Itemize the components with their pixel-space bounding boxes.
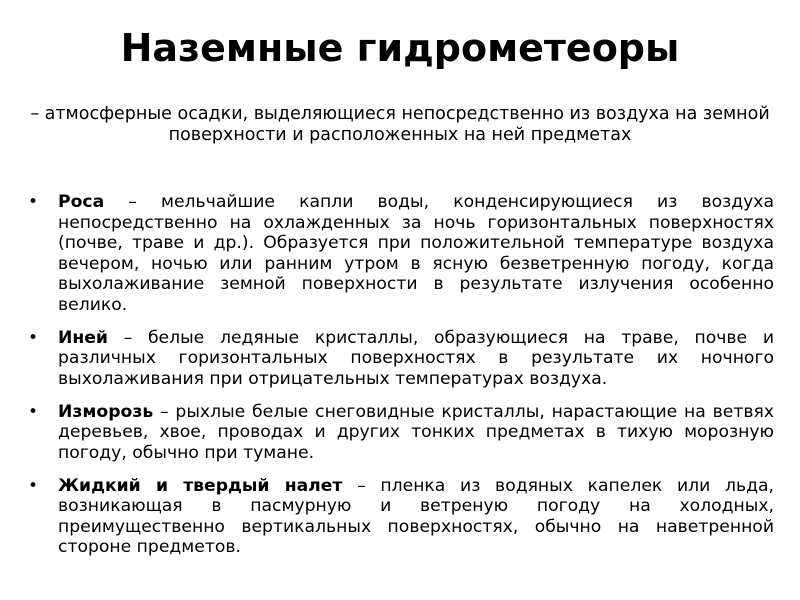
list-item-dew bbox=[28, 192, 774, 315]
list-item-rime bbox=[28, 402, 774, 464]
slide-title: Наземные гидрометеоры bbox=[120, 26, 680, 70]
list-item-frost bbox=[28, 328, 774, 390]
definition-deposit: – пленка из водяных капелек или льда, возникающая в пасмурную и ветреную погоду на холодных, преимущественно вертикальных поверхностях, обычно на наветренной стороне предметов. bbox=[58, 475, 775, 557]
bullet-icon: • bbox=[28, 401, 39, 422]
definition-rime: – рыхлые белые снеговидные кристаллы, нарастающие на ветвях деревьев, хвое, проводах и других тонких предметах в тихую морозную погоду, обычно при тумане. bbox=[58, 401, 774, 463]
definition-list bbox=[28, 192, 774, 570]
term-frost: Иней bbox=[58, 327, 108, 348]
bullet-icon: • bbox=[28, 192, 39, 212]
list-item-deposit bbox=[28, 476, 774, 558]
bullet-icon: • bbox=[28, 327, 39, 348]
term-deposit: Жидкий и твердый налет bbox=[58, 475, 343, 496]
bullet-icon: • bbox=[28, 475, 39, 496]
term-dew: Роса bbox=[58, 192, 105, 212]
definition-dew: – мельчайшие капли воды, конденсирующиеся из воздуха непосредственно на охлажденных за ночь горизонтальных поверхностях (почве, траве и др.). Образуется при положительной температуре воздуха вечером, ночью или ранним утром в ясную безветренную погоду, когда выхолаживание земной поверхности в результате излучения особенно велико. bbox=[58, 192, 774, 315]
definition-frost: – белые ледяные кристаллы, образующиеся на траве, почве и различных горизонтальных поверхностях в результате их ночного выхолаживания при отрицательных температурах воздуха. bbox=[58, 327, 774, 389]
term-rime: Изморозь bbox=[58, 401, 154, 422]
slide-subtitle: – атмосферные осадки, выделяющиеся непосредственно из воздуха на земной поверхности и расположенных на ней предметах bbox=[30, 104, 770, 145]
